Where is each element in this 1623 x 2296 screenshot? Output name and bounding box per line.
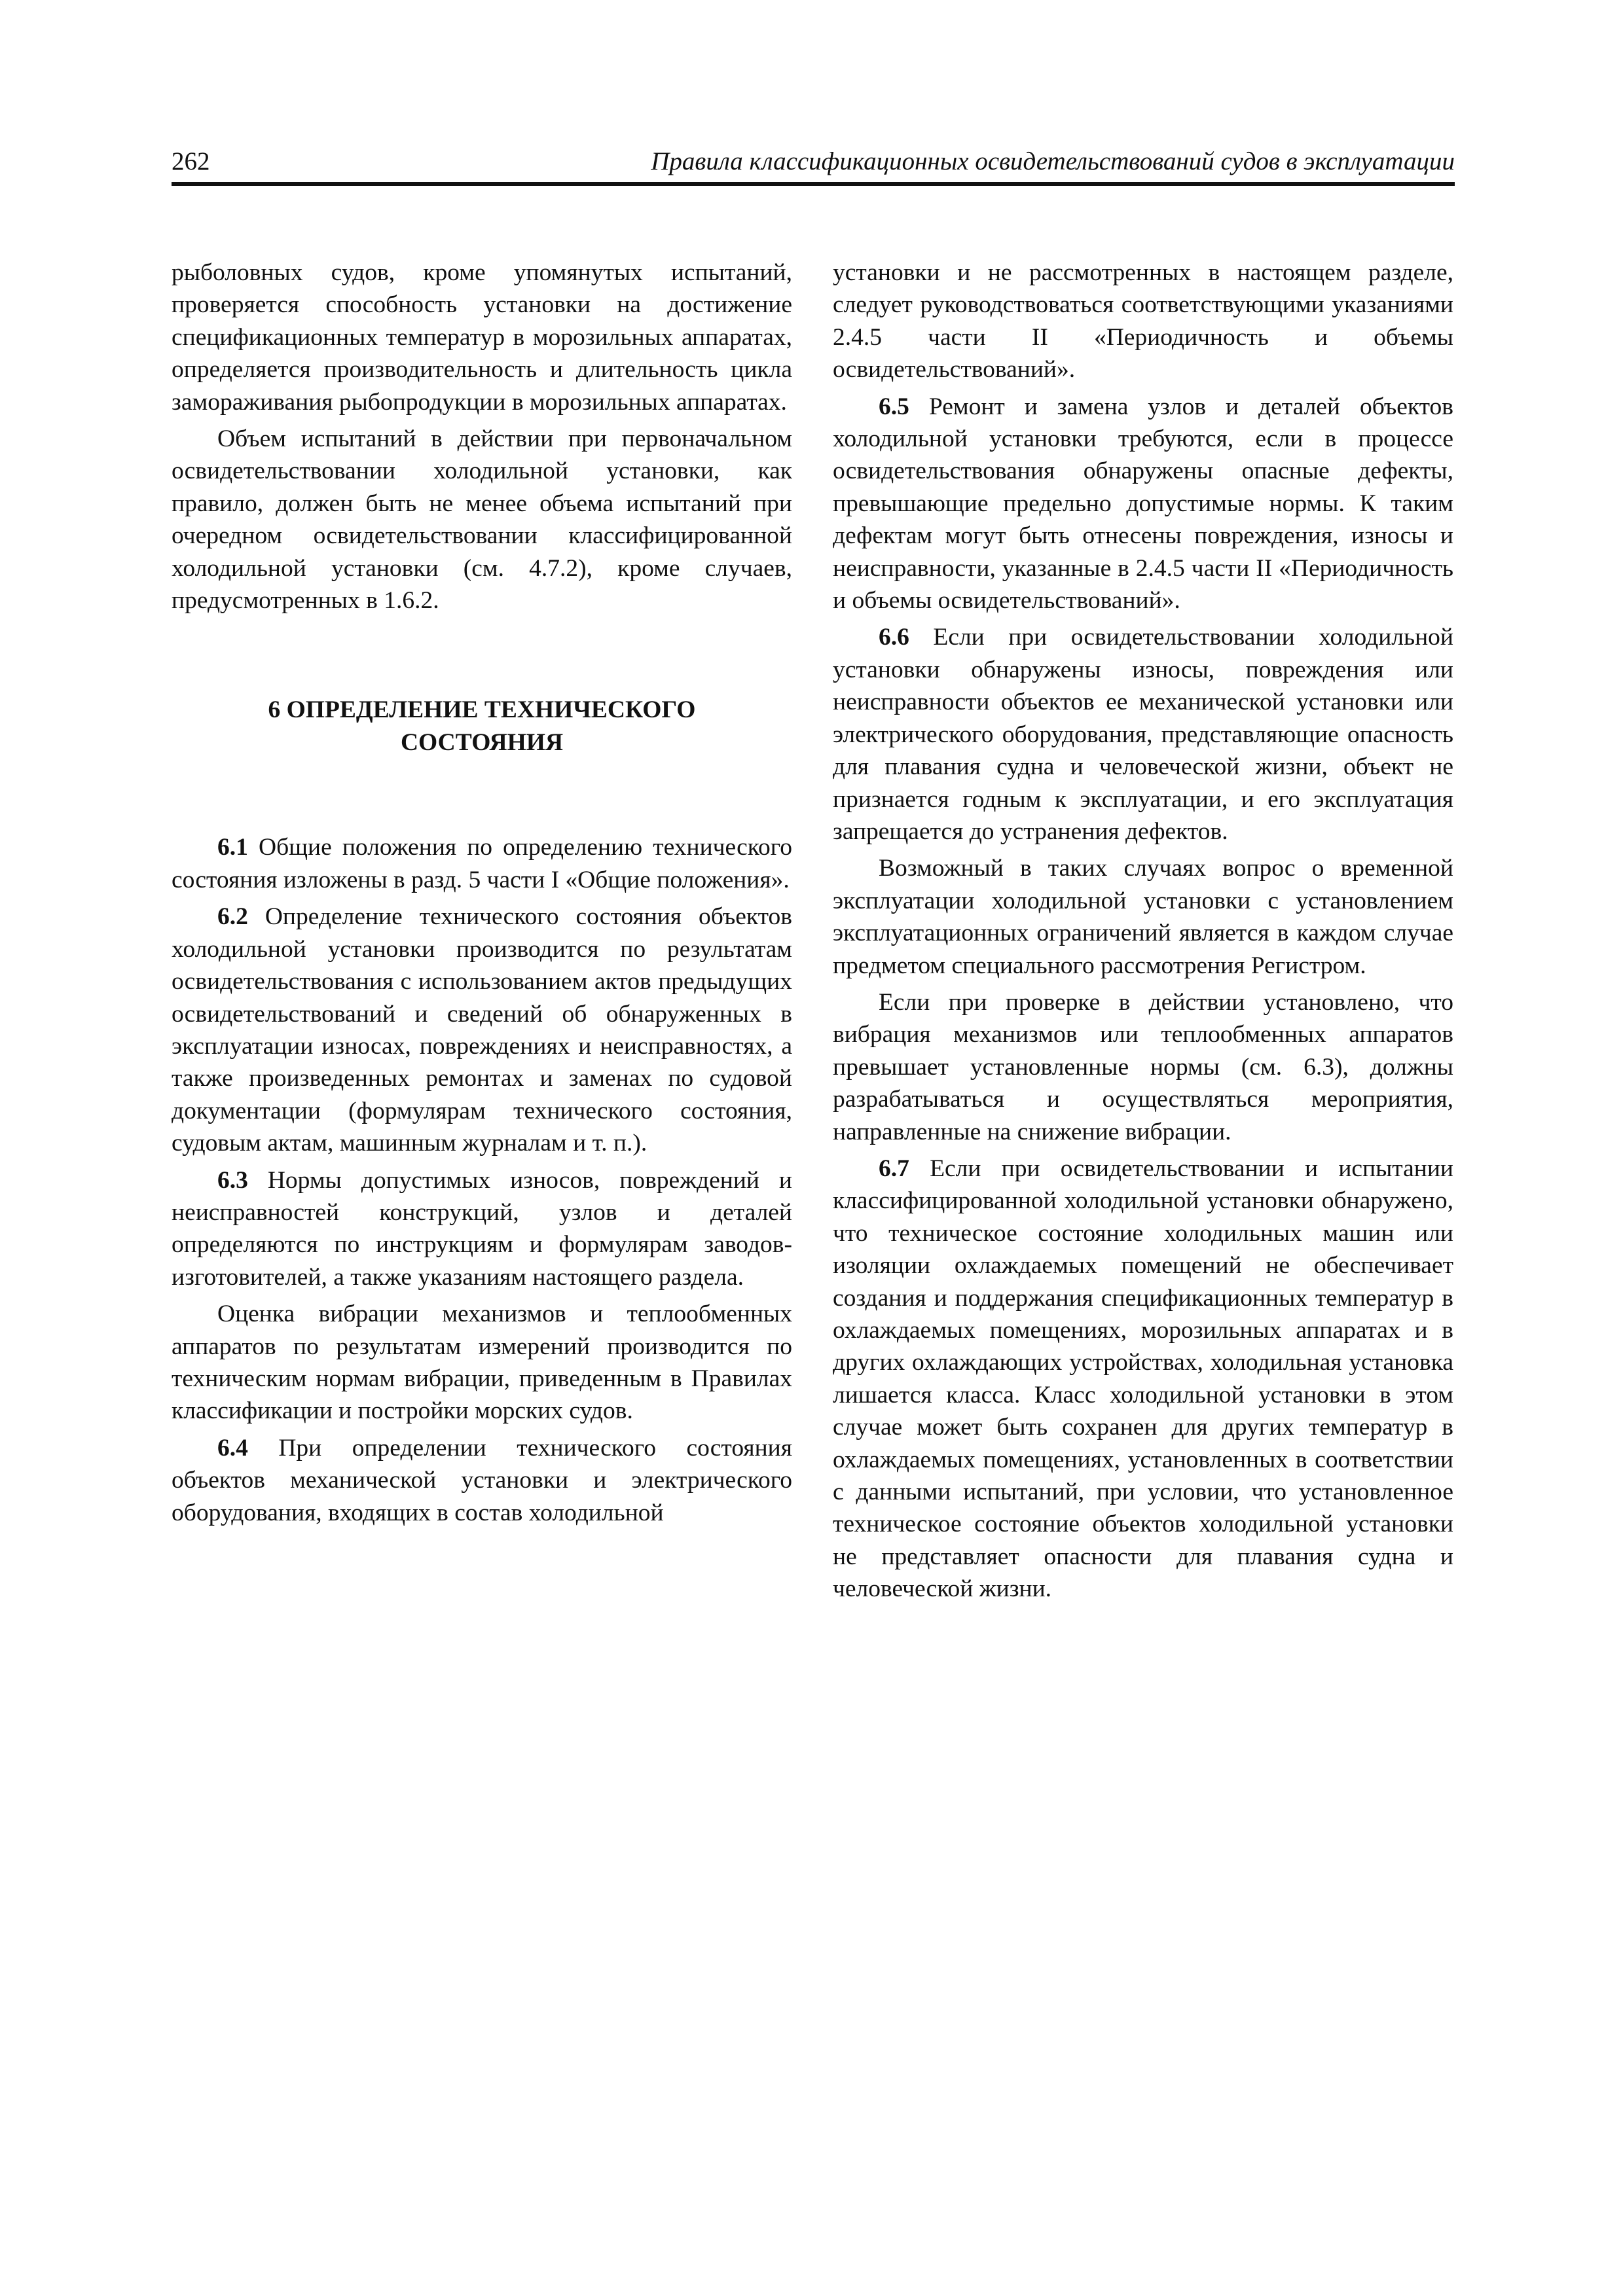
right-column — [833, 257, 1453, 1610]
paragraph-vibration-limit: Если при проверке в действии установлено, что вибрация механизмов или теплообменных аппаратов превышает установленные нормы (см. 6.3), должны разрабатываться и осуществляться мероприятия, направленные на снижение вибрации. — [833, 988, 1453, 1145]
paragraph-number: 6.3 — [217, 1166, 248, 1194]
paragraph-6-6 — [833, 621, 1453, 848]
section-heading-line1: 6 ОПРЕДЕЛЕНИЕ ТЕХНИЧЕСКОГО — [268, 696, 696, 724]
paragraph-test-scope: Объем испытаний в действии при первоначальном освидетельствовании холодильной установки, как правило, должен быть не менее объема испытаний при очередном освидетельствовании классифицированной холодильной установки (см. 4.7.2), кроме случаев, предусмотренных в 1.6.2. — [172, 425, 792, 615]
paragraph-text: Ремонт и замена узлов и деталей объектов холодильной установки требуются, если в процессе освидетельствования обнаружены опасные дефекты, превышающие предельно допустимые нормы. К таким дефектам могут быть отнесены повреждения, износы и неисправности, указанные в 2.4.5 части II «Периодичность и объемы освидетельствований». — [833, 393, 1453, 615]
paragraph-number: 6.1 — [217, 834, 248, 861]
paragraph-6-7 — [833, 1153, 1453, 1605]
section-heading-line2: СОСТОЯНИЯ — [400, 729, 564, 757]
paragraph-temporary-operation: Возможный в таких случаях вопрос о временной эксплуатации холодильной установки с установлением эксплуатационных ограничений является в каждом случае предметом специального рассмотрения Регистром. — [833, 855, 1453, 979]
paragraph-6-5 — [833, 391, 1453, 617]
paragraph-number: 6.2 — [217, 903, 248, 931]
page-number: 262 — [172, 147, 210, 175]
paragraph-6-2 — [172, 901, 792, 1159]
paragraph-continued: рыболовных судов, кроме упомянутых испытаний, проверяется способность установки на достижение спецификационных температур в морозильных аппаратах, определяется производительность и длительность цикла замораживания рыбопродукции в морозильных аппаратах. — [172, 259, 792, 416]
paragraph-text: Нормы допустимых износов, повреждений и неисправностей конструкций, узлов и деталей определяются по инструкциям и формулярам заводов-изготовителей, а также указаниям настоящего раздела. — [172, 1166, 792, 1291]
paragraph-6-1 — [172, 831, 792, 896]
paragraph-number: 6.5 — [879, 393, 909, 420]
page-header — [172, 143, 1455, 186]
paragraph-text: При определении технического состояния объектов механической установки и электрического оборудования, входящих в состав холодильной — [172, 1434, 792, 1526]
paragraph-text: Если при освидетельствовании холодильной установки обнаружены износы, повреждения или неисправности объектов ее механической установки или электрического оборудования, представляющие опасность для плавания судна и человеческой жизни, объект не признается годным к эксплуатации, и его эксплуатация запрещается до устранения дефектов. — [833, 624, 1453, 845]
running-title: Правила классификационных освидетельствований судов в эксплуатации — [651, 147, 1455, 175]
paragraph-number: 6.6 — [879, 624, 909, 651]
paragraph-vibration-assessment: Оценка вибрации механизмов и теплообменных аппаратов по результатам измерений производится по техническим нормам вибрации, приведенным в Правилах классификации и постройки морских судов. — [172, 1300, 792, 1425]
paragraph-text: Общие положения по определению технического состояния изложены в разд. 5 части I «Общие положения». — [172, 834, 792, 893]
paragraph-6-4 — [172, 1432, 792, 1529]
left-column — [172, 257, 792, 1534]
section-heading — [172, 694, 792, 759]
paragraph-number: 6.7 — [879, 1155, 909, 1182]
paragraph-continued: установки и не рассмотренных в настоящем разделе, следует руководствоваться соответствующими указаниями 2.4.5 части II «Периодичность и объемы освидетельствований». — [833, 259, 1453, 384]
paragraph-6-3 — [172, 1164, 792, 1294]
paragraph-number: 6.4 — [217, 1434, 248, 1462]
paragraph-text: Если при освидетельствовании и испытании классифицированной холодильной установки обнаружено, что техническое состояние холодильных машин или изоляции охлаждаемых помещений не обеспечивает создания и поддержания спецификационных температур в охлаждаемых помещениях, морозильных аппаратах и в других охлаждающих устройствах, холодильная установка лишается класса. Класс холодильной установки в этом случае может быть сохранен для других температур в охлаждаемых помещениях, установленных в соответствии с данными испытаний, при условии, что установленное техническое состояние объектов холодильной установки не представляет опасности для плавания судна и человеческой жизни. — [833, 1155, 1453, 1603]
paragraph-text: Определение технического состояния объектов холодильной установки производится по результатам освидетельствования с использованием актов предыдущих освидетельствований и сведений об обнаруженных в эксплуатации износах, повреждениях и неисправностях, а также произведенных ремонтах и заменах по судовой документации (формулярам технического состояния, судовым актам, машинным журналам и т. п.). — [172, 903, 792, 1157]
